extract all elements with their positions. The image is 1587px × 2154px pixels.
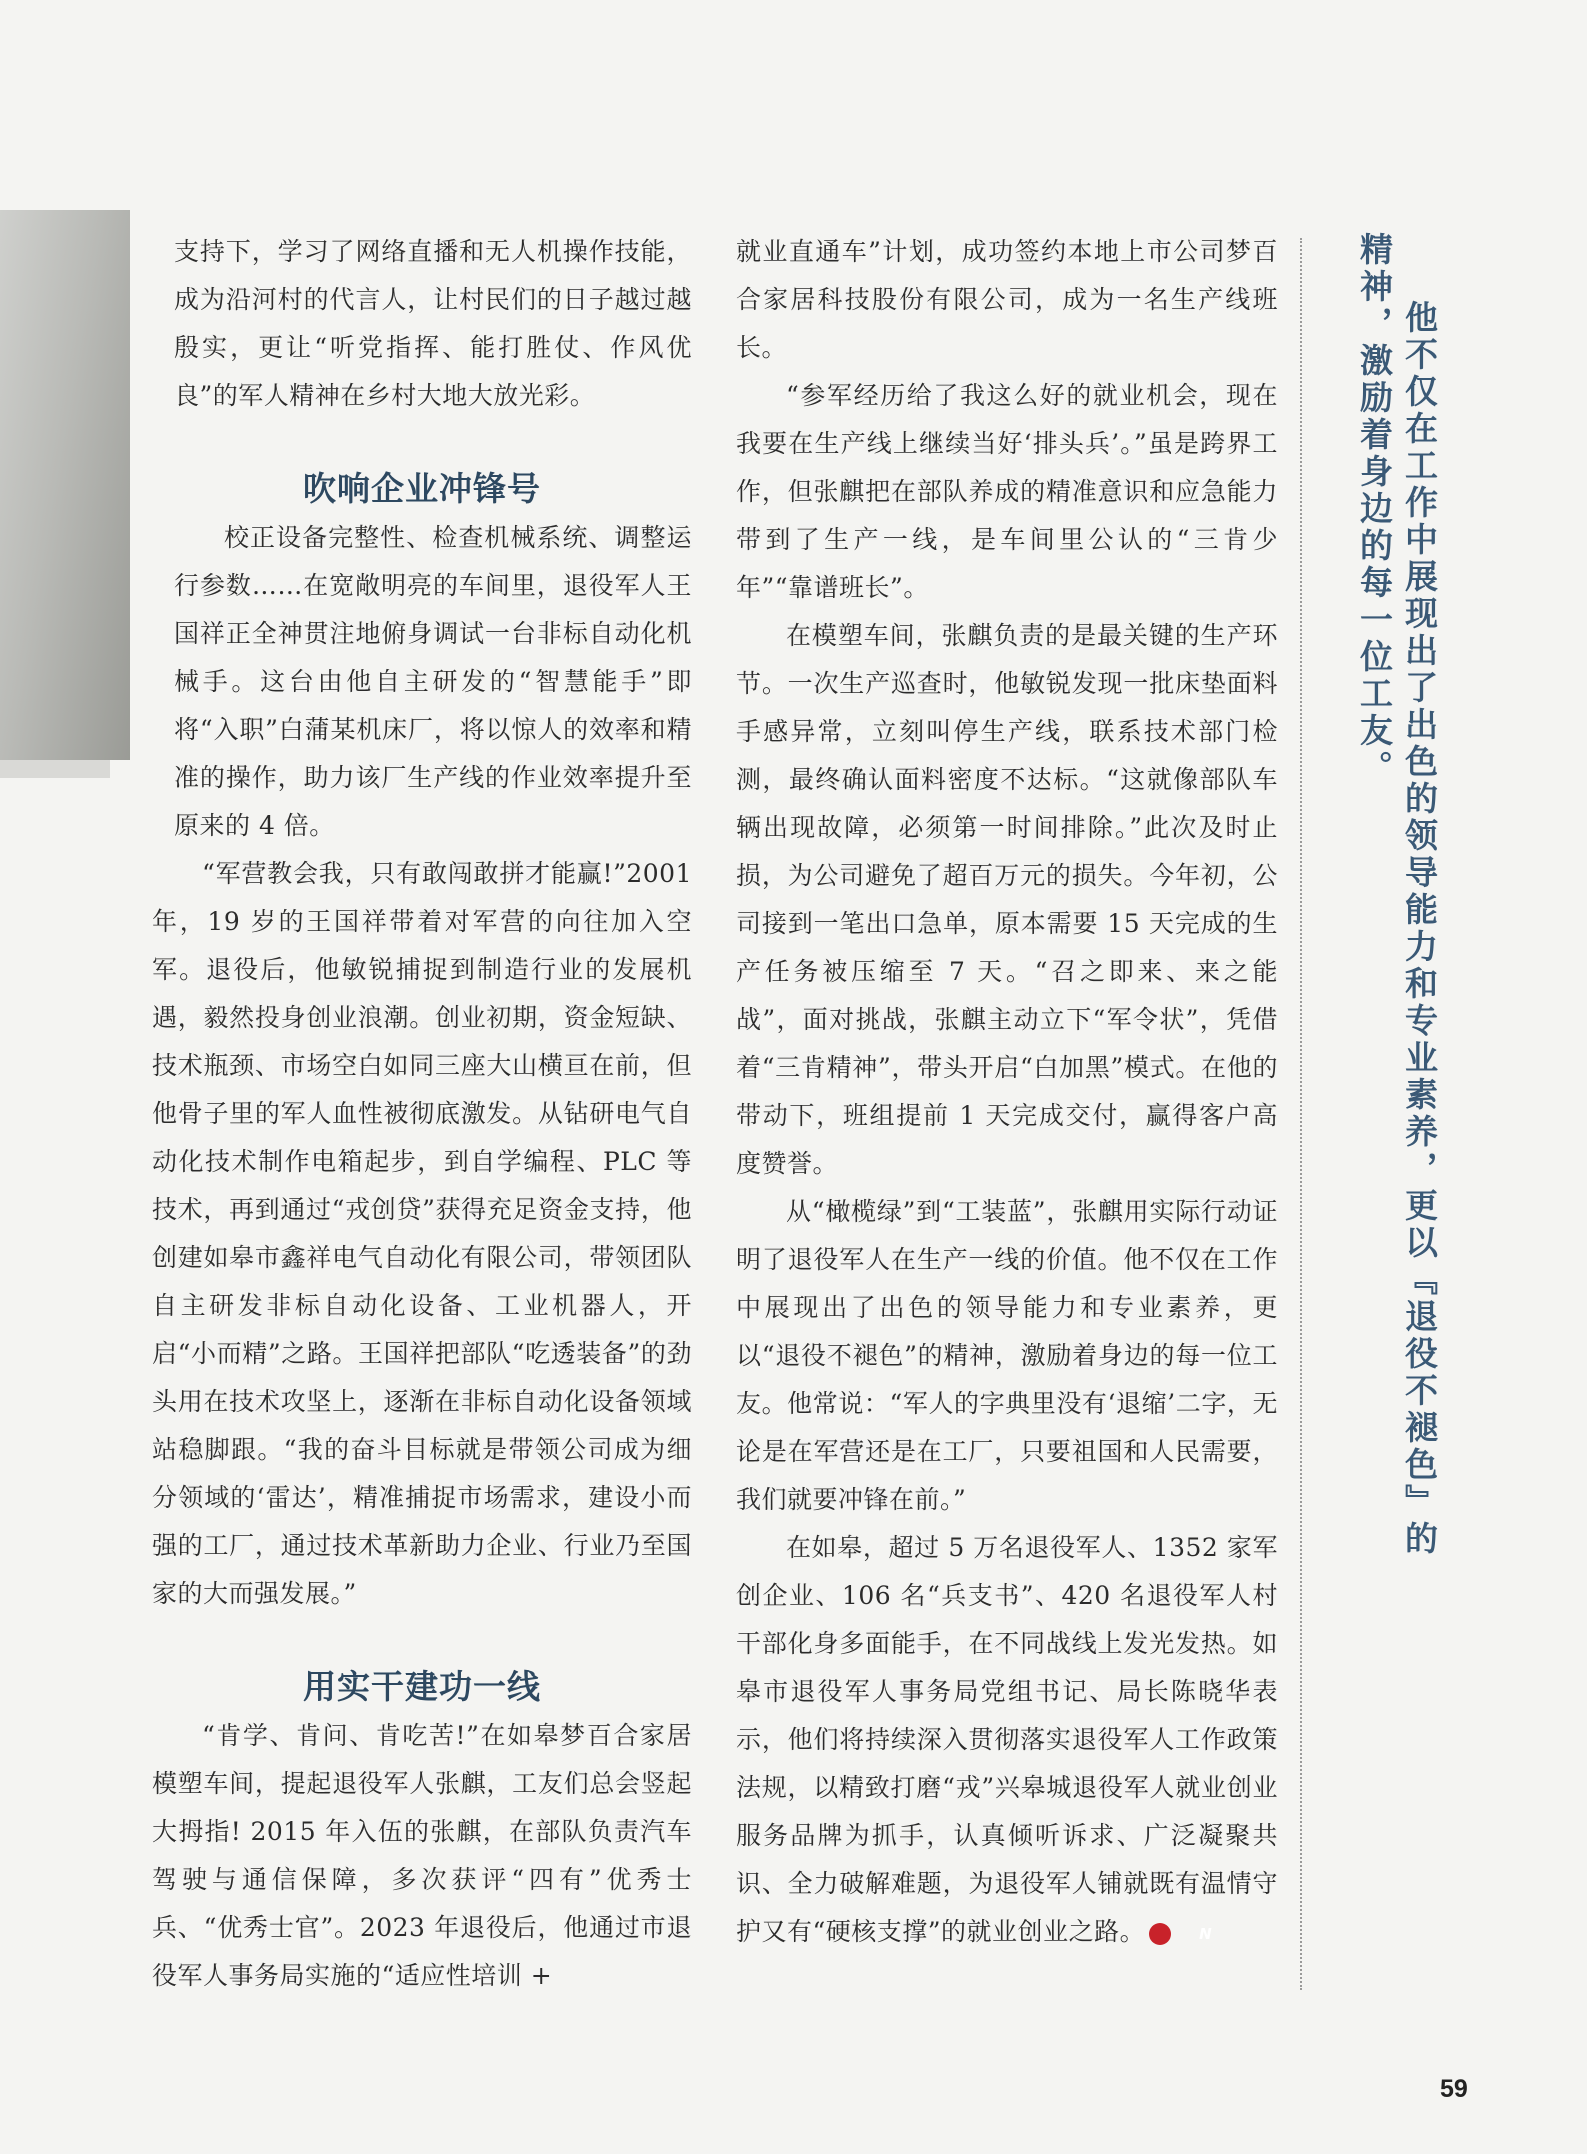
paragraph: 支持下，学习了网络直播和无人机操作技能，成为沿河村的代言人，让村民们的日子越过越殷实，更让“听党指挥、能打胜仗、作风优良”的军人精神在乡村大地大放光彩。 bbox=[174, 237, 692, 410]
pull-quote-line: 他不仅在工作中展现出了出色的领导能力和专业素养，更以『退役不褪色』的 bbox=[1400, 300, 1439, 1558]
paragraph: “军营教会我，只有敢闯敢拼才能赢!”2001 年，19 岁的王国祥带着对军营的向往加入空军。退役后，他敏锐捕捉到制造行业的发展机遇，毅然投身创业浪潮。创业初期，资金短缺、技术瓶颈、市场空白如同三座大山横亘在前，但他骨子里的军人血性被彻底激发。从钻研电气自动化技术制作电箱起步，到自学编程、PLC 等技术，再到通过“戎创贷”获得充足资金支持，他创建如皋市鑫祥电气自动化有限公司，带领团队自主研发非标自动化设备、工业机器人，开启“小而精”之路。王国祥把部队“吃透装备”的劲头用在技术攻坚上，逐渐在非标自动化设备领域站稳脚跟。“我的奋斗目标就是带领公司成为细分领域的‘雷达’，精准捕捉市场需求，建设小而强的工厂，通过技术革新助力企业、行业乃至国家的大而强发展。” bbox=[152, 859, 692, 1608]
right-column bbox=[736, 228, 1278, 1956]
page-number: 59 bbox=[1440, 2075, 1468, 2103]
pull-quote-line: 精神，激励着身边的每一位工友。 bbox=[1355, 232, 1394, 787]
paragraph bbox=[736, 1524, 1278, 1956]
paragraph: 校正设备完整性、检查机械系统、调整运行参数……在宽敞明亮的车间里，退役军人王国祥正全神贯注地俯身调试一台非标自动化机械手。这台由他自主研发的“智慧能手”即将“入职”白蒲某机床厂，将以惊人的效率和精准的操作，助力该厂生产线的作业效率提升至原来的 4 倍。 bbox=[174, 523, 692, 840]
paragraph-text: 在如皋，超过 5 万名退役军人、1352 家军创企业、106 名“兵支书”、420 名退役军人村干部化身多面能手，在不同战线上发光发热。如皋市退役军人事务局党组书记、局长陈晓华表示，他们将持续深入贯彻落实退役军人工作政策法规，以精致打磨“戎”兴皋城退役军人就业创业服务品牌为抓手，认真倾听诉求、广泛凝聚共识、全力破解难题，为退役军人铺就既有温情守护又有“硬核支撑”的就业创业之路。 bbox=[736, 1533, 1278, 1946]
factory-photo bbox=[0, 210, 130, 760]
article-end-icon: N bbox=[1149, 1923, 1171, 1945]
paragraph: 在模塑车间，张麒负责的是最关键的生产环节。一次生产巡查时，他敏锐发现一批床垫面料手感异常，立刻叫停生产线，联系技术部门检测，最终确认面料密度不达标。“这就像部队车辆出现故障，必须第一时间排除。”此次及时止损，为公司避免了超百万元的损失。今年初，公司接到一笔出口急单，原本需要 15 天完成的生产任务被压缩至 7 天。“召之即来、来之能战”，面对挑战，张麒主动立下“军令状”，凭借着“三肯精神”，带头开启“白加黑”模式。在他的带动下，班组提前 1 天完成交付，赢得客户高度赞誉。 bbox=[736, 621, 1278, 1178]
paragraph: “参军经历给了我这么好的就业机会，现在我要在生产线上继续当好‘排头兵’。”虽是跨界工作，但张麒把在部队养成的精准意识和应急能力带到了生产一线，是车间里公认的“三肯少年”“靠谱班长”。 bbox=[736, 381, 1278, 602]
section-heading: 用实干建功一线 bbox=[303, 1668, 541, 1705]
paragraph: 就业直通车”计划，成功签约本地上市公司梦百合家居科技股份有限公司，成为一名生产线班长。 bbox=[736, 237, 1278, 362]
column-divider bbox=[1300, 238, 1302, 1990]
paragraph: “肯学、肯问、肯吃苦!”在如皋梦百合家居模塑车间，提起退役军人张麒，工友们总会竖起大拇指! 2015 年入伍的张麒，在部队负责汽车驾驶与通信保障，多次获评“四有”优秀士兵、“优秀士官”。2023 年退役后，他通过市退役军人事务局实施的“适应性培训 + bbox=[152, 1721, 692, 1990]
paragraph: 从“橄榄绿”到“工装蓝”，张麒用实际行动证明了退役军人在生产一线的价值。他不仅在工作中展现出了出色的领导能力和专业素养，更以“退役不褪色”的精神，激励着身边的每一位工友。他常说：“军人的字典里没有‘退缩’二字，无论是在军营还是在工厂，只要祖国和人民需要，我们就要冲锋在前。” bbox=[736, 1197, 1278, 1514]
photo-shadow bbox=[0, 760, 110, 778]
left-column bbox=[152, 228, 692, 2000]
section-heading: 吹响企业冲锋号 bbox=[303, 470, 541, 507]
